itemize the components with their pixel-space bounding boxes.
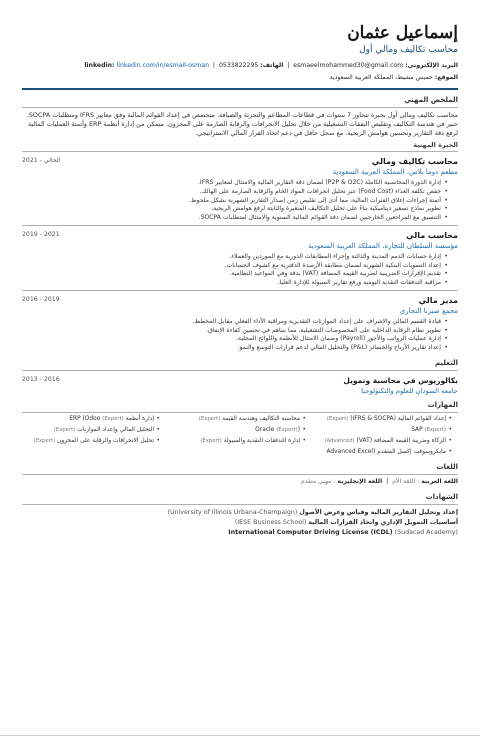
location-label: الموقع: xyxy=(434,74,458,82)
language-name: اللغة الإنجليزية xyxy=(337,478,383,486)
languages-heading: اللغات xyxy=(436,463,458,472)
skill-item: • مايكروسوفت إكسل المتقدم (Advanced Excel xyxy=(314,449,452,457)
bullet-item: • إدارة الدورة المحاسبية الكاملة (P2P & O2C) لضمان دقة التقارير المالية والامتثال لمعايير IFRS. xyxy=(22,179,448,188)
bullet-item: • إدارة عمليات الرواتب والأجور (Payroll) وضمان الامتثال للأنظمة واللوائح المحلية. xyxy=(22,335,448,344)
skill-item: • إدارة التدفقات النقدية والسيولة (Expert) xyxy=(168,438,306,446)
candidate-name: إسماعيل عثمان xyxy=(347,23,458,43)
bullet-item: • تطوير نماذج تسعير ديناميكية بناءً على تحليل التكاليف المتغيرة والثابتة لرفع هوامش الربحية. xyxy=(22,205,448,214)
job-date: 2021 - الحالي xyxy=(22,156,61,164)
language-level: مهني متقدم xyxy=(300,478,332,486)
skill-item: • تحليل الانحرافات والرقابة على المخزون (Expert) xyxy=(22,438,160,446)
skill-item: • التحليل المالي وإعداد الموازنات (Expert) xyxy=(22,427,160,435)
education-heading: التعليم xyxy=(434,358,458,367)
certificate-item: International Computer Driving License (ICDL) (Sudacad Academy) xyxy=(228,528,458,536)
job-company: مجمع صبرنا التجاري xyxy=(399,307,458,316)
job-date: 2019 - 2021 xyxy=(22,230,60,238)
bullet-item: • قيادة القسم المالي والإشراف على إعداد الموازنات التقديرية ومراقبة الأداء الفعلي مقابل المخطط. xyxy=(22,318,448,327)
job-entry xyxy=(22,296,458,353)
skill-item: • الزكاة وضريبة القيمة المضافة (VAT) (Advanced) xyxy=(314,438,452,446)
divider xyxy=(22,151,458,152)
job-bullets xyxy=(22,253,448,288)
location-line xyxy=(22,74,458,82)
job-title: مدير مالي xyxy=(418,295,458,305)
certificate-item: إعداد وتحليل التقارير المالية وقياس وعرض الأصول (University of Illinois Urbana-Champaign) xyxy=(167,508,458,516)
skills-heading: المهارات xyxy=(427,401,458,410)
language-name: اللغة العربية xyxy=(421,478,458,486)
bullet-item: • إعداد تقارير الأرباح والخسائر (P&L) والتحليل المالي لدعم قرارات التوسع والنمو. xyxy=(22,344,448,353)
job-company: مطعم دوما بلاس، المملكة العربية السعودية xyxy=(332,168,458,177)
email-value[interactable]: esmaeelmohammed30@gmail.com xyxy=(293,62,404,70)
job-title: محاسب تكاليف ومالي xyxy=(371,156,458,166)
skill-item: • محاسبة التكاليف وهندسة القيمة (Expert) xyxy=(168,416,306,424)
location-value: خميس مشيط، المملكة العربية السعودية xyxy=(329,74,433,82)
divider xyxy=(22,370,458,371)
job-bullets xyxy=(22,179,448,222)
bullet-item: • تقديم الإقرارات الضريبية لضريبة القيمة المضافة (VAT) بدقة وفي المواعيد النظامية. xyxy=(22,270,448,279)
job-title: محاسب مالي xyxy=(406,230,458,240)
skill-item: • إدارة أنظمة ERP (Odoo (Expert) xyxy=(22,416,160,424)
contact-line: البريد الإلكتروني: esmaeelmohammed30@gmail.com | الهاتف: 0533822295 | linkedin: linkedin.com/in/esmail-osman xyxy=(84,62,458,70)
skill-item: • (Oracle (Expert) xyxy=(168,427,306,435)
email-label: البريد الإلكتروني: xyxy=(405,62,458,70)
divider xyxy=(22,504,458,505)
bullet-item: • تطوير نظام الرقابة الداخلية على المخصوصات التشغيلية، مما ساهم في تحسين كفاءة الإنفاق. xyxy=(22,327,448,336)
bullet-item: • إعداد التسويات البنكية الشهرية لضمان مطابقة الأرصدة الدفترية مع كشوف الحسابات. xyxy=(22,262,448,271)
candidate-title: محاسب تكاليف ومالي أول xyxy=(359,44,458,55)
bullet-item: • خفض تكلفة الغذاء (Food Cost) عبر تحليل انحرافات المواد الخام والرقابة الصارمة على الهالك. xyxy=(22,188,448,197)
certificates-heading: الشهادات xyxy=(425,492,458,501)
education-date: 2013 - 2016 xyxy=(22,375,60,383)
skill-item: • SAP (Expert) xyxy=(314,427,452,435)
phone-value[interactable]: 0533822295 xyxy=(218,62,259,70)
divider xyxy=(22,225,458,226)
job-entry xyxy=(22,231,458,288)
bullet-item: • إدارة حسابات الذمم المدينة والدائنة وإجراء المطابقات الدورية مع الموردين والعملاء. xyxy=(22,253,448,262)
bullet-item: • أتمتة إجراءات إغلاق الفترات المالية، مما أدى إلى تقليص زمن إصدار التقارير الشهرية بشكل ملحوظ. xyxy=(22,197,448,206)
linkedin-link[interactable]: linkedin.com/in/esmail-osman xyxy=(116,62,209,70)
bullet-item: • التنسيق مع المراجعين الخارجيين لضمان دقة القوائم المالية السنوية والامتثال لمتطلبات SOCPA. xyxy=(22,214,448,223)
divider xyxy=(22,474,458,475)
skill-item: • إعداد القوائم المالية (IFRS & SOCPA) (Expert) xyxy=(314,416,452,424)
bullet-item: • مراقبة التدفقات النقدية اليومية ورفع تقارير السيولة للإدارة العليا. xyxy=(22,279,448,288)
summary-text: محاسب تكاليف ومالي أول بخبرة تتجاوز 7 سنوات في قطاعات المطاعم والتجزئة والضيافة. متخصص في إعداد القوائم المالية وفق معايير IFRS ومتطلبات SOCPA. خبير في هندسة التكاليف وتقليص النفقات التشغيلية من خلال تحليل الانحرافات والرقابة الصارمة على المخزون. متمكن من إدارة أنظمة ERP وأتمتة العمليات المالية لرفع دقة التقارير وتحسين هوامش الربحية. مع سجل حافل في دعم اتخاذ القرار المالي الاستراتيجي. xyxy=(26,110,458,137)
certificate-item: أساسيات التمويل الإداري واتخاذ القرارات المالية (IESE Business School) xyxy=(234,518,458,526)
header-divider xyxy=(22,88,458,90)
divider xyxy=(22,107,458,108)
education-entry xyxy=(22,376,458,396)
certificate-list xyxy=(22,508,458,538)
languages-line: اللغة العربية : اللغة الأم | اللغة الإنجليزية : مهني متقدم xyxy=(300,478,458,486)
language-level: اللغة الأم xyxy=(392,478,416,486)
divider xyxy=(22,290,458,291)
job-company: مؤسسة السلطان للتجارة، المملكة العربية السعودية xyxy=(308,242,458,251)
skills-grid xyxy=(22,416,452,457)
job-bullets xyxy=(22,318,448,353)
job-date: 2016 - 2019 xyxy=(22,295,60,303)
school-name: جامعة السودان للعلوم والتكنولوجيا xyxy=(361,386,458,395)
divider xyxy=(22,412,458,413)
summary-heading: الملخص المهني xyxy=(404,95,458,104)
job-entry xyxy=(22,157,458,223)
experience-heading: الخبرة المهنية xyxy=(413,140,458,149)
degree-title: بكالوريوس في محاسبة وتمويل xyxy=(343,375,458,385)
phone-label: الهاتف: xyxy=(260,62,284,70)
linkedin-label: linkedin: xyxy=(84,62,115,70)
